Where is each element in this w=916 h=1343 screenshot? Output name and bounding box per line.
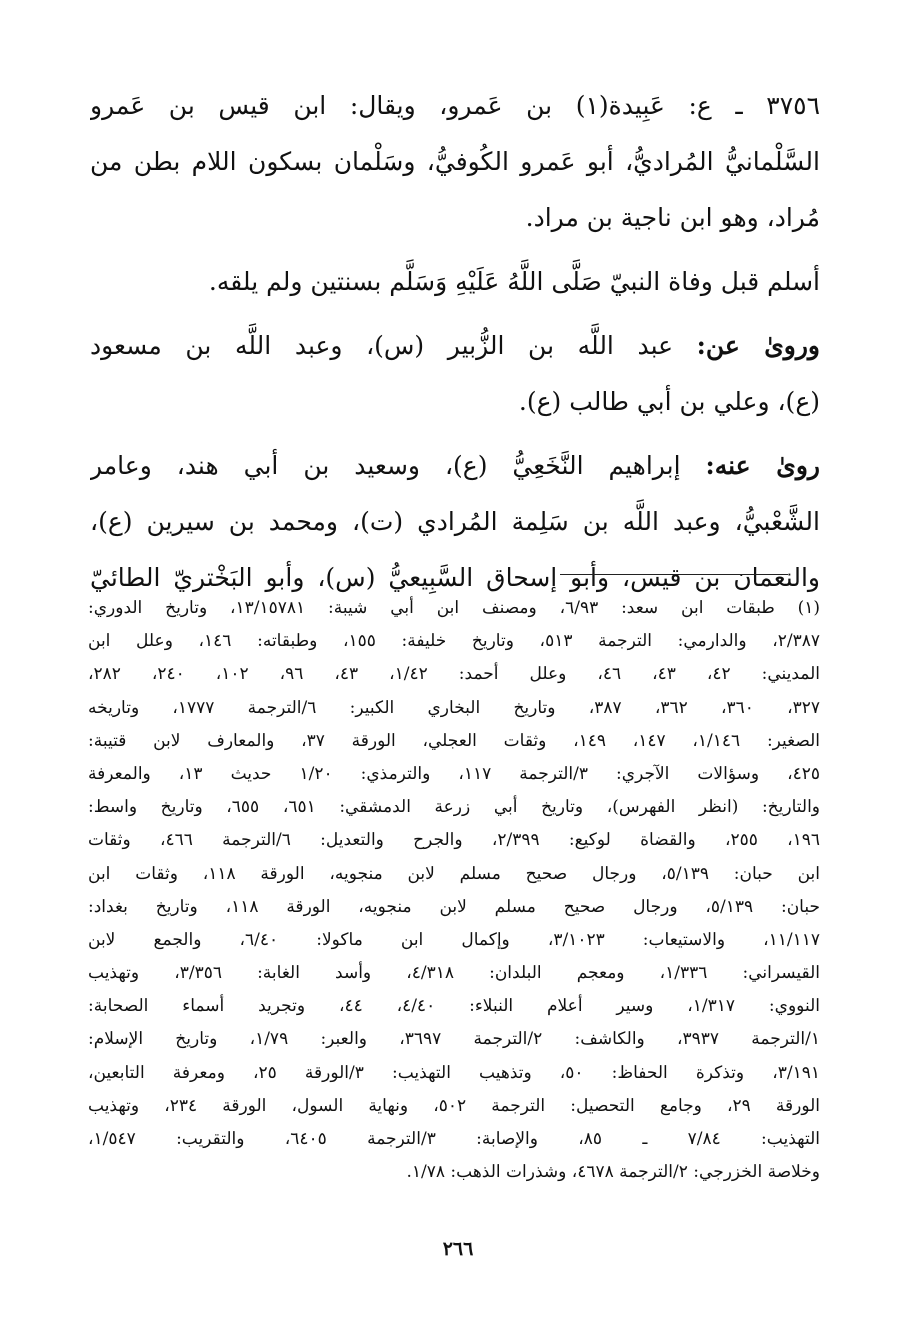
footnote-divider [560,574,788,575]
narrated-from-label: وروىٰ عن: [696,331,820,360]
footnote-line: حبان: ٥/١٣٩، ورجال صحيح مسلم لابن منجويه، الورقة ١١٨، وتاريخ بغداد: [88,896,820,917]
footnote-line: ابن حبان: ٥/١٣٩، ورجال صحيح مسلم لابن منجويه، الورقة ١١٨، وثقات ابن [88,863,820,884]
footnote-line: ٣/١٩١، وتذكرة الحفاظ: ٥٠، وتذهيب التهذيب: ٣/الورقة ٢٥، ومعرفة التابعين، [88,1062,820,1083]
narrated-from-line-1 [90,318,820,374]
entry-line-2: السَّلْمانيُّ المُراديُّ، أبو عَمرو الكُوفيُّ، وسَلْمان بسكون اللام بطن من [90,147,820,176]
footnote-line: والتاريخ: (انظر الفهرس)، وتاريخ أبي زرعة الدمشقي: ٦٥١، ٦٥٥، وتاريخ واسط: [88,797,820,818]
footnote-line: (١) طبقات ابن سعد: ٦/٩٣، ومصنف ابن أبي شيبة: ١٣/١٥٧٨١، وتاريخ الدوري: [88,598,820,618]
narrated-from-line-2: (ع)، وعلي بن أبي طالب (ع). [518,387,820,416]
footnote-line: ١/الترجمة ٣٩٣٧، والكاشف: ٢/الترجمة ٣٦٩٧، والعبر: ١/٧٩، وتاريخ الإسلام: [88,1029,820,1050]
footnote-line: التهذيب: ٧/٨٤ ـ ٨٥، والإصابة: ٣/الترجمة ٦٤٠٥، والتقريب: ١/٥٤٧، [88,1129,820,1149]
footnote-line: ٣٢٧، ٣٦٠، ٣٦٢، ٣٨٧، وتاريخ البخاري الكبير: ٦/الترجمة ١٧٧٧، وتاريخه [88,697,820,718]
footnote-line: ١١/١١٧، والاستيعاب: ٣/١٠٢٣، وإكمال ابن ماكولا: ٦/٤٠، والجمع لابن [88,929,820,950]
narrated-by-line-1 [90,438,820,494]
footnote-line: ٤٢٥، وسؤالات الآجري: ٣/الترجمة ١١٧، والترمذي: ١/٢٠ حديث ١٣، والمعرفة [88,763,820,784]
narrated-from-text-1: عبد اللَّه بن الزُّبير (س)، وعبد اللَّه بن مسعود [90,331,674,360]
entry-line-1: ٣٧٥٦ ـ ع: عَبِيدة(١) بن عَمرو، ويقال: ابن قيس بن عَمرو [90,91,820,120]
footnote-line: المديني: ٤٢، ٤٣، ٤٦، وعلل أحمد: ١/٤٢، ٤٣، ٩٦، ١٠٢، ٢٤٠، ٢٨٢، [88,664,820,685]
islam-line: أسلم قبل وفاة النبيّ صَلَّى اللَّهُ عَلَيْهِ وَسَلَّم بسنتين ولم يلقه. [208,267,820,296]
footnote-line: الورقة ٢٩، وجامع التحصيل: الترجمة ٥٠٢، ونهاية السول، الورقة ٢٣٤، وتهذيب [88,1095,820,1116]
narrated-by-line-2: الشَّعْبيُّ، وعبد اللَّه بن سَلِمة المُرادي (ت)، ومحمد بن سيرين (ع)، [90,507,820,536]
narrated-by-line-3: والنعمان بن قيس، وأبو إسحاق السَّبِيعيُّ (س)، وأبو البَخْتريّ الطائيّ [90,563,820,592]
footnote-line: ١٩٦، ٢٥٥، والقضاة لوكيع: ٢/٣٩٩، والجرح والتعديل: ٦/الترجمة ٤٦٦، وثقات [88,830,820,851]
footnote-line: النووي: ١/٣١٧، وسير أعلام النبلاء: ٤/٤٠، ٤٤، وتجريد أسماء الصحابة: [88,996,820,1017]
footnote-line: الصغير: ١/١٤٦، ١٤٧، ١٤٩، وثقات العجلي، الورقة ٣٧، والمعارف لابن قتيبة: [88,730,820,751]
narrated-by-text-1: إبراهيم النَّخَعِيُّ (ع)، وسعيد بن أبي هند، وعامر [90,451,681,480]
biography-entry [90,78,820,606]
footnote-line: القيسراني: ١/٣٣٦، ومعجم البلدان: ٤/٣١٨، وأسد الغابة: ٣/٣٥٦، وتهذيب [88,963,820,984]
entry-line-3: مُراد، وهو ابن ناجية بن مراد. [525,203,820,232]
footnote-line: ٢/٣٨٧، والدارمي: الترجمة ٥١٣، وتاريخ خليفة: ١٥٥، وطبقاته: ١٤٦، وعلل ابن [88,631,820,652]
narrated-by-label: روىٰ عنه: [705,451,820,480]
footnotes [88,592,820,1189]
page-number: ٢٦٦ [442,1238,474,1260]
footnote-line: وخلاصة الخزرجي: ٢/الترجمة ٤٦٧٨، وشذرات الذهب: ١/٧٨. [406,1162,820,1183]
